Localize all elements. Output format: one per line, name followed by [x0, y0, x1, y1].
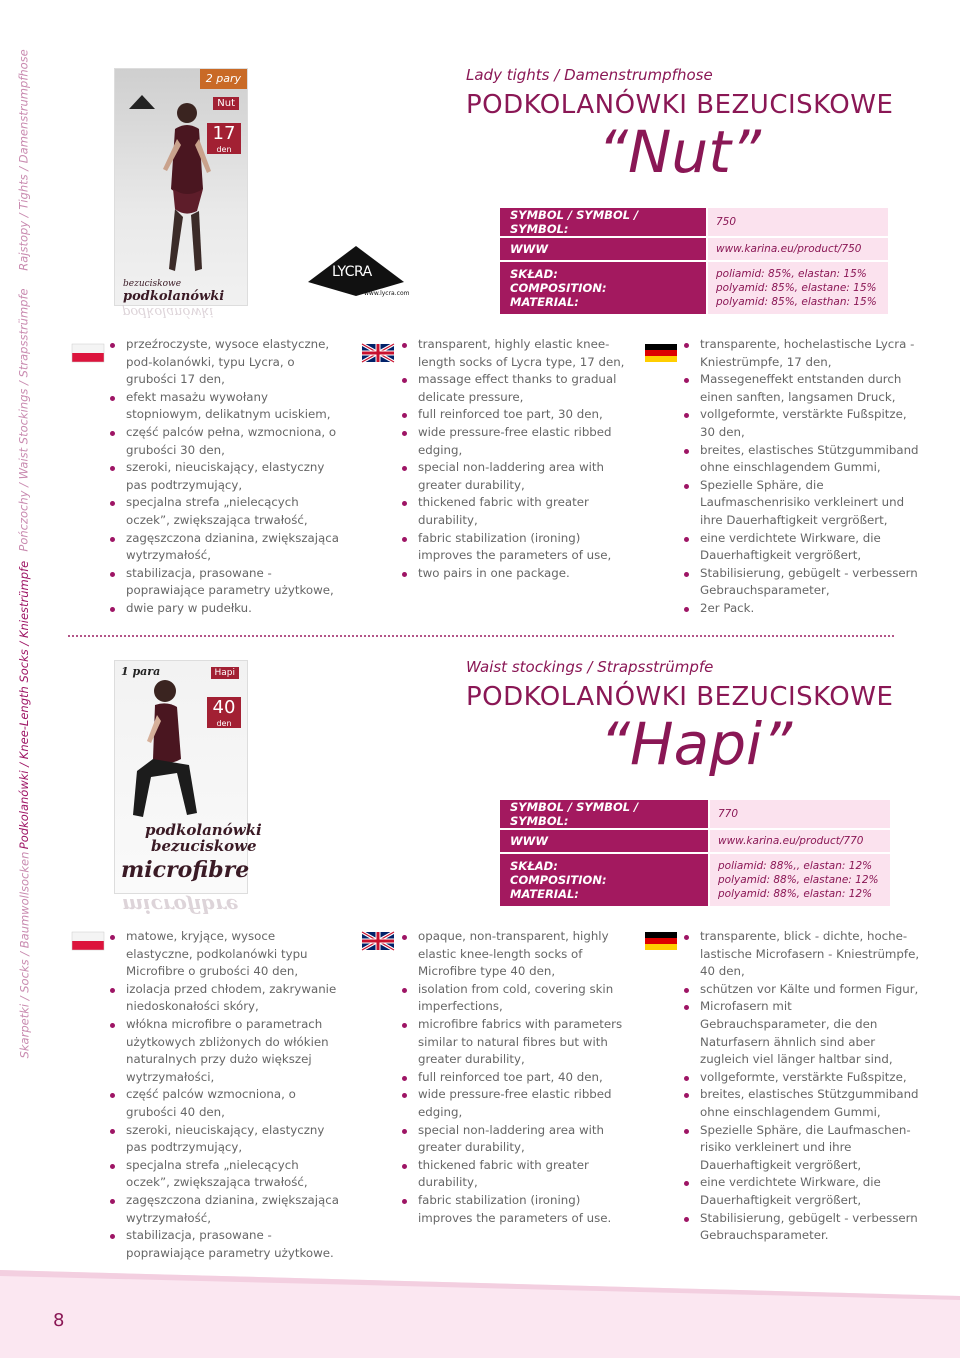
flag-poland-icon	[72, 344, 104, 362]
list-item: transparente, blick - dichte, hoche-lastische Microfasern - Kniestrümpfe, 40 den,	[684, 928, 920, 981]
www-value[interactable]: www.karina.eu/product/770	[710, 830, 890, 852]
symbol-label: SYMBOL / SYMBOL / SYMBOL:	[500, 208, 706, 236]
composition-label: SKŁAD: COMPOSITION: MATERIAL:	[500, 262, 706, 314]
list-item: full reinforced toe part, 30 den,	[402, 406, 632, 424]
list-item: matowe, kryjące, wysoce elastyczne, podkolanówki typu Microfibre o grubości 40 den,	[110, 928, 342, 981]
list-item: eine verdichtete Wirkware, die Dauerhaftigkeit vergrößert,	[684, 530, 920, 565]
category-label: Waist stockings / Strapsstrümpfe	[466, 658, 714, 676]
list-item: schützen vor Kälte und formen Figur,	[684, 981, 920, 999]
sidenav-item-socks[interactable]: Skarpetki / Socks / Baumwollsocken	[17, 851, 32, 1059]
model-figure	[145, 99, 225, 289]
features-list-pl	[110, 336, 342, 618]
bottom-decoration	[0, 1270, 960, 1358]
list-item: zagęszczona dzianina, zwiększająca wytrzymałość,	[110, 1192, 342, 1227]
list-item: 2er Pack.	[684, 600, 920, 618]
list-item: breites, elastisches Stützgummiband ohne einschlagendem Gummi,	[684, 1086, 920, 1121]
flag-germany-icon	[645, 344, 677, 362]
category-label: Lady tights / Damenstrumpfhose	[466, 66, 713, 84]
list-item: massage effect thanks to gradual delicate pressure,	[402, 371, 632, 406]
list-item: transparent, highly elastic knee-length socks of Lycra type, 17 den,	[402, 336, 632, 371]
product-name: “Nut”	[598, 118, 761, 186]
list-item: Microfasern mit Gebrauchsparameter, die den Naturfasern ähnlich sind aber zugleich viel länger haltbar sind,	[684, 998, 920, 1068]
features-list-de	[684, 928, 920, 1245]
model-figure	[117, 675, 217, 825]
sidenav-item-waist-stockings[interactable]: Pończochy / Waist Stockings / Strapsstrümpfe	[17, 288, 32, 552]
list-item: isolation from cold, covering skin imperfections,	[402, 981, 632, 1016]
list-item: special non-laddering area with greater durability,	[402, 459, 632, 494]
sidenav-item-knee-length-socks[interactable]: Podkolanówki / Knee-Length Socks / Kniestrümpfe	[17, 560, 31, 850]
list-item: special non-laddering area with greater durability,	[402, 1122, 632, 1157]
lycra-logo: LYCRA www.lycra.com	[306, 244, 406, 300]
list-item: opaque, non-transparent, highly elastic knee-length socks of Microfibre type 40 den,	[402, 928, 632, 981]
list-item: vollgeformte, verstärkte Fußspitze,	[684, 1069, 920, 1087]
symbol-value: 750	[708, 208, 888, 236]
side-navigation	[0, 0, 50, 1358]
list-item: breites, elastisches Stützgummiband ohne einschlagendem Gummi,	[684, 442, 920, 477]
list-item: eine verdichtete Wirkware, die Dauerhaftigkeit vergrößert,	[684, 1174, 920, 1209]
list-item: fabric stabilization (ironing) improves the parameters of use.	[402, 1192, 632, 1227]
list-item: izolacja przed chłodem, zakrywanie niedoskonałości skóry,	[110, 981, 342, 1016]
product-title: PODKOLANÓWKI BEZUCISKOWE	[466, 682, 894, 712]
list-item: fabric stabilization (ironing) improves the parameters of use,	[402, 530, 632, 565]
list-item: full reinforced toe part, 40 den,	[402, 1069, 632, 1087]
flag-germany-icon	[645, 932, 677, 950]
list-item: szeroki, nieuciskający, elastyczny pas podtrzymujący,	[110, 1122, 342, 1157]
page-number: 8	[53, 1310, 65, 1331]
symbol-value: 770	[710, 800, 890, 828]
list-item: microfibre fabrics with parameters similar to natural fibres but with greater durability,	[402, 1016, 632, 1069]
list-item: przeźroczyste, wysoce elastyczne, pod-kolanówki, typu Lycra, o grubości 17 den,	[110, 336, 342, 389]
features-list-en	[402, 928, 632, 1227]
features-list-de	[684, 336, 920, 618]
product-name: “Hapi”	[600, 710, 793, 778]
pack-caption-line3: microfibre	[121, 857, 250, 883]
pack-caption-line2: podkolanówki	[123, 289, 225, 304]
pack-reflection: microfibre	[122, 894, 239, 918]
den-badge: 17 den	[207, 123, 241, 154]
list-item: część palców wzmocniona, o grubości 40 den,	[110, 1086, 342, 1121]
list-item: Stabilisierung, gebügelt - verbessern Gebrauchsparameter,	[684, 565, 920, 600]
list-item: wide pressure-free elastic ribbed edging,	[402, 424, 632, 459]
pack-caption-line2: bezuciskowe	[151, 837, 257, 855]
pack-caption-line1: podkolanówki	[145, 821, 262, 839]
list-item: thickened fabric with greater durability,	[402, 1157, 632, 1192]
symbol-label: SYMBOL / SYMBOL / SYMBOL:	[500, 800, 708, 828]
product-photo-hapi	[114, 660, 262, 894]
composition-value: poliamid: 88%,, elastan: 12% polyamid: 88%, elastane: 12% polyamid: 88%, elastan: 12%	[710, 854, 890, 906]
features-list-en	[402, 336, 632, 582]
list-item: transparente, hochelastische Lycra - Kniestrümpfe, 17 den,	[684, 336, 920, 371]
list-item: zagęszczona dzianina, zwiększająca wytrzymałość,	[110, 530, 342, 565]
list-item: Massegeneffekt entstanden durch einen sanften, langsamen Druck,	[684, 371, 920, 406]
den-badge: 40 den	[207, 697, 241, 728]
composition-label: SKŁAD: COMPOSITION: MATERIAL:	[500, 854, 708, 906]
brand-tag: Hapi	[211, 667, 240, 679]
product-photo-nut	[114, 68, 248, 306]
sidenav-item-tights[interactable]: Rajstopy / Tights / Damenstrumpfhose	[17, 49, 32, 271]
composition-value: poliamid: 85%, elastan: 15% polyamid: 85%, elastane: 15% polyamid: 85%, elasthan: 15%	[708, 262, 888, 314]
pack-reflection: podkolanówki	[122, 304, 214, 319]
www-value[interactable]: www.karina.eu/product/750	[708, 238, 888, 260]
flag-uk-icon	[362, 344, 394, 362]
www-label: WWW	[500, 830, 708, 852]
list-item: Stabilisierung, gebügelt - verbessern Gebrauchsparameter.	[684, 1210, 920, 1245]
list-item: Spezielle Sphäre, die Laufmaschenrisiko verkleinert und ihre Dauerhaftigkeit vergrößert,	[684, 477, 920, 530]
list-item: część palców pełna, wzmocniona, o grubości 30 den,	[110, 424, 342, 459]
list-item: stabilizacja, prasowane - poprawiające parametry użytkowe.	[110, 1227, 342, 1262]
list-item: specjalna strefa „nielecących oczek”, zwiększająca trwałość,	[110, 494, 342, 529]
flag-uk-icon	[362, 932, 394, 950]
list-item: two pairs in one package.	[402, 565, 632, 583]
product-title: PODKOLANÓWKI BEZUCISKOWE	[466, 90, 894, 120]
list-item: thickened fabric with greater durability,	[402, 494, 632, 529]
pairs-badge: 2 pary	[200, 69, 247, 89]
list-item: Spezielle Sphäre, die Laufmaschen-risiko verkleinert und ihre Dauerhaftigkeit vergrößert,	[684, 1122, 920, 1175]
features-list-pl	[110, 928, 342, 1262]
brand-tag: Nut	[213, 97, 239, 110]
list-item: włókna microfibre o parametrach użytkowych zbliżonych do włókien naturalnych przy dużo większej wytrzymałości,	[110, 1016, 342, 1086]
list-item: stabilizacja, prasowane - poprawiające parametry użytkowe,	[110, 565, 342, 600]
list-item: specjalna strefa „nielecących oczek”, zwiększająca trwałość,	[110, 1157, 342, 1192]
pairs-badge: 1 para	[121, 665, 161, 678]
list-item: efekt masażu wywołany stopniowym, delikatnym uciskiem,	[110, 389, 342, 424]
list-item: dwie pary w pudełku.	[110, 600, 342, 618]
section-divider	[68, 635, 894, 637]
pack-caption-line1: bezuciskowe	[123, 279, 182, 289]
list-item: vollgeformte, verstärkte Fußspitze, 30 den,	[684, 406, 920, 441]
list-item: szeroki, nieuciskający, elastyczny pas podtrzymujący,	[110, 459, 342, 494]
www-label: WWW	[500, 238, 706, 260]
list-item: wide pressure-free elastic ribbed edging,	[402, 1086, 632, 1121]
flag-poland-icon	[72, 932, 104, 950]
